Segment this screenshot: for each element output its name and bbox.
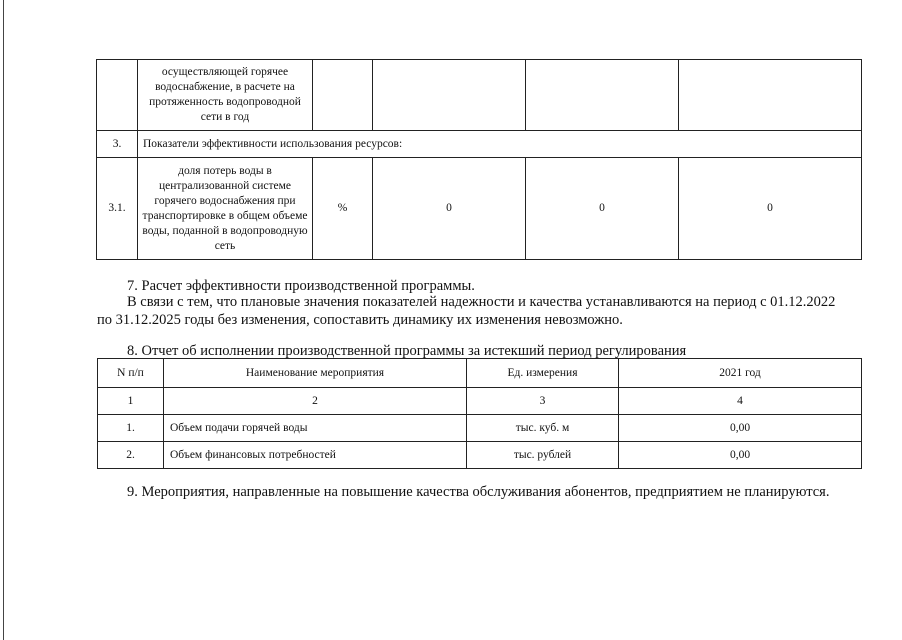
section-7-body-line-1: В связи с тем, что плановые значения показателей надежности и качества устанавливаются на период с 01.12.2022 — [127, 294, 836, 310]
indicator-name-cell: доля потерь воды в централизованной системе горячего водоснабжения при транспортировке в общем объеме воды, поданной в водопроводную сеть — [138, 158, 313, 260]
table-row — [97, 60, 862, 131]
value-cell — [679, 60, 862, 131]
section-8-heading: 8. Отчет об исполнении производственной программы за истекший период регулирования — [127, 343, 687, 359]
value-cell: 0 — [679, 158, 862, 260]
value-cell: 0,00 — [619, 415, 862, 442]
section-7-heading: 7. Расчет эффективности производственной программы. — [127, 278, 475, 294]
row-number-cell — [97, 60, 138, 131]
program-report-table — [97, 358, 862, 469]
indicators-table — [96, 59, 862, 260]
value-cell: 0,00 — [619, 442, 862, 469]
column-number: 4 — [619, 388, 862, 415]
table-row — [97, 158, 862, 260]
unit-cell: тыс. рублей — [467, 442, 619, 469]
column-header: 2021 год — [619, 359, 862, 388]
value-cell — [526, 60, 679, 131]
indicator-name-cell: осуществляющей горячее водоснабжение, в расчете на протяженность водопроводной сети в год — [138, 60, 313, 131]
section-label-cell: Показатели эффективности использования ресурсов: — [138, 131, 862, 158]
activity-name-cell: Объем финансовых потребностей — [164, 442, 467, 469]
section-number-cell: 3. — [97, 131, 138, 158]
page-edge-line — [3, 0, 4, 640]
table-row — [98, 415, 862, 442]
section-7-body-line-2: по 31.12.2025 годы без изменения, сопоставить динамику их изменения невозможно. — [97, 312, 623, 328]
row-number-cell: 2. — [98, 442, 164, 469]
value-cell: 0 — [526, 158, 679, 260]
unit-cell — [313, 60, 373, 131]
column-number: 3 — [467, 388, 619, 415]
column-header: Ед. измерения — [467, 359, 619, 388]
table-header-row — [98, 359, 862, 388]
section-9-text: 9. Мероприятия, направленные на повышение качества обслуживания абонентов, предприятием не планируются. — [127, 484, 830, 500]
unit-cell: тыс. куб. м — [467, 415, 619, 442]
column-number: 2 — [164, 388, 467, 415]
value-cell: 0 — [373, 158, 526, 260]
column-header: N п/п — [98, 359, 164, 388]
numbering-row — [98, 388, 862, 415]
column-number: 1 — [98, 388, 164, 415]
table-row — [98, 442, 862, 469]
row-number-cell: 1. — [98, 415, 164, 442]
activity-name-cell: Объем подачи горячей воды — [164, 415, 467, 442]
unit-cell: % — [313, 158, 373, 260]
section-row — [97, 131, 862, 158]
column-header: Наименование мероприятия — [164, 359, 467, 388]
row-number-cell: 3.1. — [97, 158, 138, 260]
value-cell — [373, 60, 526, 131]
